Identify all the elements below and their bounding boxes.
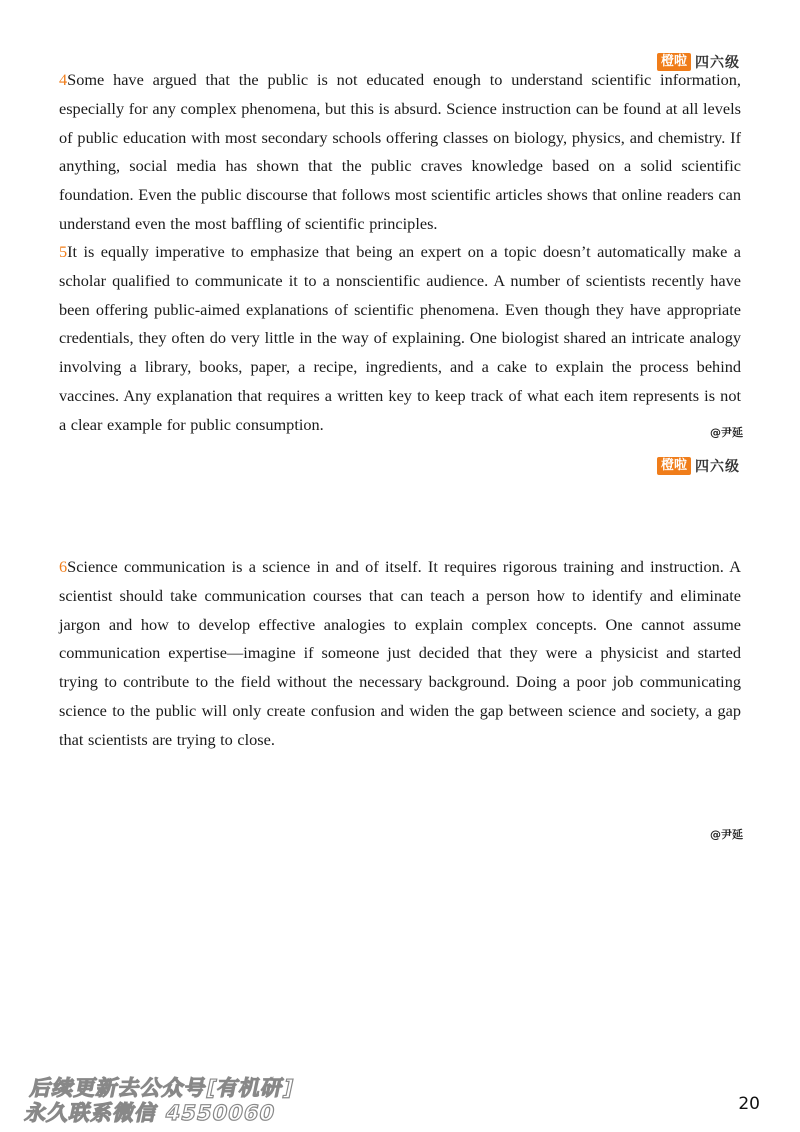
watermark	[23, 1076, 297, 1126]
brand-logo: 橙啦	[657, 457, 691, 475]
paragraph-number: 4	[59, 70, 68, 89]
author-credit: @尹延	[710, 426, 743, 439]
paragraph-text: Science communication is a science in and of itself. It requires rigorous training and instruction. A scientist should take communication courses that can teach a person how to identify and eliminate jargon and how to develop effective analogies to explain complex concepts. One cannot assume communication expertise—imagine if someone just decided that they were a physicist and started trying to contribute to the field without the necessary background. Doing a poor job communicating science to the public will only create confusion and widen the gap between science and society, a gap that scientists are trying to close.	[59, 557, 741, 749]
author-credit: @尹延	[710, 828, 743, 841]
paragraph-text: It is equally imperative to emphasize that being an expert on a topic doesn’t automatically make a scholar qualified to communicate it to a nonscientific audience. A number of scientists recently have been offering public-aimed explanations of scientific phenomena. Even though they have appropriate credentials, they often do very little in the way of explaining. One biologist shared an intricate analogy involving a library, books, paper, a recipe, ingredients, and a cake to explain the process behind vaccines. Any explanation that requires a written key to keep track of what each item represents is not a clear example for public consumption.	[59, 242, 741, 434]
paragraph-6	[59, 553, 741, 755]
brand-logo: 橙啦	[657, 53, 691, 71]
watermark-line-1: 后续更新去公众号[有机研]	[28, 1076, 297, 1100]
brand-label: 四六级	[695, 459, 740, 475]
paragraph-number: 5	[59, 242, 68, 261]
watermark-line-2: 永久联系微信 4550060	[22, 1101, 278, 1125]
page-number: 20	[738, 1094, 760, 1114]
paragraph-text: Some have argued that the public is not educated enough to understand scientific information, especially for any complex phenomena, but this is absurd. Science instruction can be found at all levels of public education with most secondary schools offering classes on biology, physics, and chemistry. If anything, social media has shown that the public craves knowledge based on a solid scientific foundation. Even the public discourse that follows most scientific articles shows that online readers can understand even the most baffling of scientific principles.	[59, 70, 741, 233]
paragraph-5	[59, 238, 741, 440]
brand-header-second	[657, 456, 740, 476]
brand-label: 四六级	[695, 55, 740, 71]
paragraph-4	[59, 66, 741, 239]
paragraph-number: 6	[59, 557, 68, 576]
